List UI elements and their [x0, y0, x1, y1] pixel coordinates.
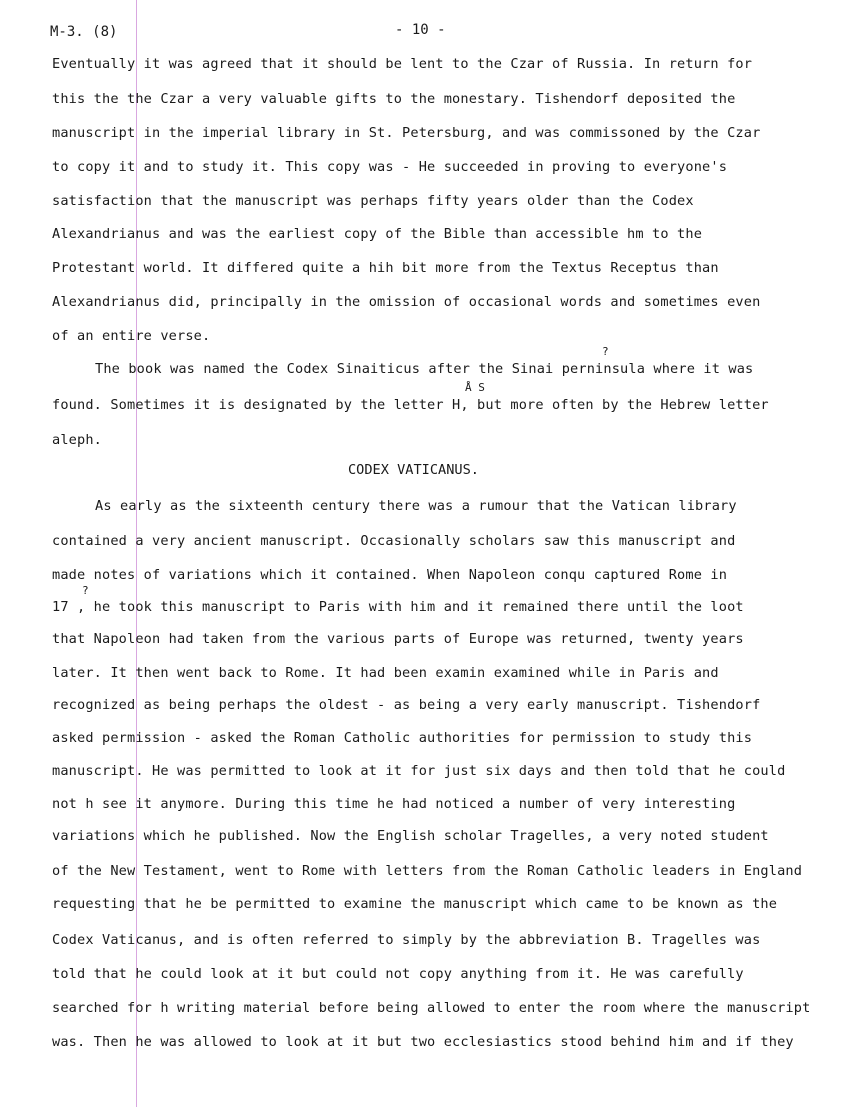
- text-line: Codex Vaticanus, and is often referred to simply by the abbreviation B. Tragelles was: [52, 932, 761, 948]
- handwritten-query-mark: ?: [82, 584, 89, 597]
- text-line: to copy it and to study it. This copy was - He succeeded in proving to everyone's: [52, 159, 728, 175]
- text-line: asked permission - asked the Roman Catholic authorities for permission to study this: [52, 730, 753, 746]
- text-line: this the the Czar a very valuable gifts to the monestary. Tishendorf deposited the: [52, 91, 736, 107]
- section-heading: CODEX VATICANUS.: [348, 462, 479, 478]
- text-line: The book was named the Codex Sinaiticus after the Sinai perninsula where it was: [95, 361, 754, 377]
- text-line: manuscript. He was permitted to look at it for just six days and then told that he could: [52, 763, 786, 779]
- text-line: contained a very ancient manuscript. Occasionally scholars saw this manuscript and: [52, 533, 736, 549]
- text-line: later. It then went back to Rome. It had been examin examined while in Paris and: [52, 665, 719, 681]
- text-line: requesting that he be permitted to examine the manuscript which came to be known as the: [52, 896, 778, 912]
- text-line: not h see it anymore. During this time he had noticed a number of very interesting: [52, 796, 736, 812]
- text-line: told that he could look at it but could not copy anything from it. He was carefully: [52, 966, 744, 982]
- text-line: Protestant world. It differed quite a hih bit more from the Textus Receptus than: [52, 260, 719, 276]
- text-line: was. Then he was allowed to look at it but two ecclesiastics stood behind him and if they: [52, 1034, 794, 1050]
- text-line: Eventually it was agreed that it should be lent to the Czar of Russia. In return for: [52, 56, 753, 72]
- text-line: As early as the sixteenth century there was a rumour that the Vatican library: [95, 498, 737, 514]
- text-line: found. Sometimes it is designated by the letter H, but more often by the Hebrew letter: [52, 397, 769, 413]
- page-number: - 10 -: [395, 22, 446, 38]
- text-line: manuscript in the imperial library in St. Petersburg, and was commissoned by the Czar: [52, 125, 761, 141]
- handwritten-query-mark: ?: [602, 345, 609, 358]
- text-line: 17 , he took this manuscript to Paris with him and it remained there until the loot: [52, 599, 744, 615]
- text-line: that Napoleon had taken from the various parts of Europe was returned, twenty years: [52, 631, 744, 647]
- text-line: Alexandrianus and was the earliest copy of the Bible than accessible hm to the: [52, 226, 703, 242]
- text-line: of the New Testament, went to Rome with letters from the Roman Catholic leaders in England: [52, 863, 803, 879]
- handwritten-correction: Å S: [465, 381, 485, 394]
- text-line: of an entire verse.: [52, 328, 211, 344]
- text-line: searched for h writing material before being allowed to enter the room where the manuscript: [52, 1000, 811, 1016]
- text-line: recognized as being perhaps the oldest - as being a very early manuscript. Tishendorf: [52, 697, 761, 713]
- text-line: variations which he published. Now the English scholar Tragelles, a very noted student: [52, 828, 769, 844]
- page-reference: M-3. (8): [50, 24, 118, 40]
- text-line: satisfaction that the manuscript was perhaps fifty years older than the Codex: [52, 193, 694, 209]
- text-line: aleph.: [52, 432, 103, 448]
- text-line: Alexandrianus did, principally in the omission of occasional words and sometimes even: [52, 294, 761, 310]
- text-line: made notes of variations which it contained. When Napoleon conqu captured Rome in: [52, 567, 728, 583]
